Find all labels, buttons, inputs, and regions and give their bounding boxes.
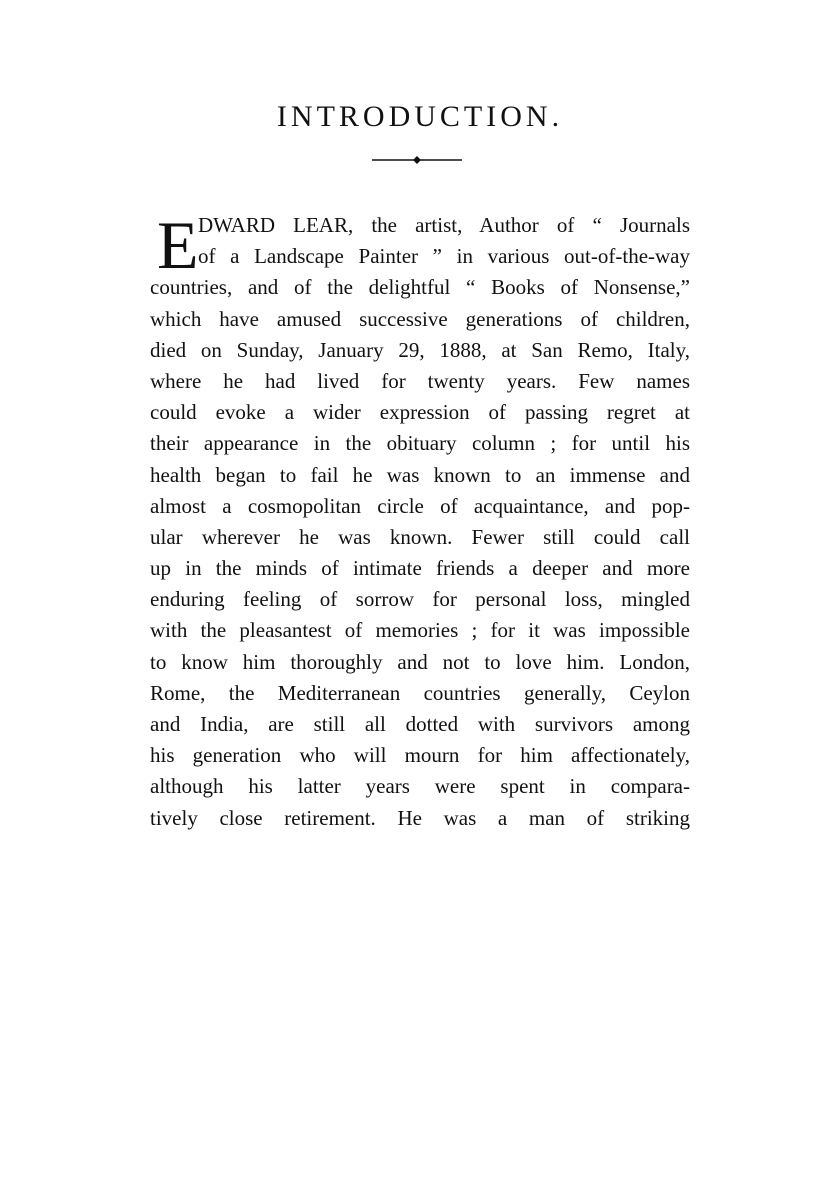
text-line: enduring feeling of sorrow for personal loss, mingled [150, 587, 690, 612]
text-line: countries, and of the delightful “ Books of Nonsense,” [150, 275, 690, 300]
text-line: his generation who will mourn for him affectionately, [150, 743, 690, 768]
page-title: INTRODUCTION. [276, 100, 564, 134]
text-line: could evoke a wider expression of passing regret at [150, 400, 690, 425]
text-line: ular wherever he was known. Fewer still could call [150, 524, 690, 549]
text-line: DWARD LEAR, the artist, Author of “ Journals [198, 213, 690, 237]
text-line: of a Landscape Painter ” in various out-of-the-way [198, 244, 690, 269]
text-line: Rome, the Mediterranean countries generally, Ceylon [150, 680, 690, 705]
text-line: where he had lived for twenty years. Few names [150, 368, 690, 393]
text-line: health began to fail he was known to an immense and [150, 462, 690, 487]
text-line: to know him thoroughly and not to love him. London, [150, 649, 690, 674]
text-line: up in the minds of intimate friends a deeper and more [150, 556, 690, 581]
text-line: although his latter years were spent in compara- [150, 774, 690, 799]
text-line: and India, are still all dotted with survivors among [150, 712, 690, 736]
text-line: died on Sunday, January 29, 1888, at San Remo, Italy, [150, 337, 690, 362]
text-line: almost a cosmopolitan circle of acquaintance, and pop- [150, 493, 690, 518]
text-line: their appearance in the obituary column ; for until his [150, 431, 690, 456]
drop-cap: E [157, 207, 199, 283]
text-line: with the pleasantest of memories ; for it was impossible [150, 618, 690, 643]
text-line: which have amused successive generations of children, [150, 306, 690, 331]
diamond-rule-ornament-icon [372, 150, 462, 170]
text-line: tively close retirement. He was a man of striking [150, 805, 690, 830]
body-text [150, 207, 690, 834]
